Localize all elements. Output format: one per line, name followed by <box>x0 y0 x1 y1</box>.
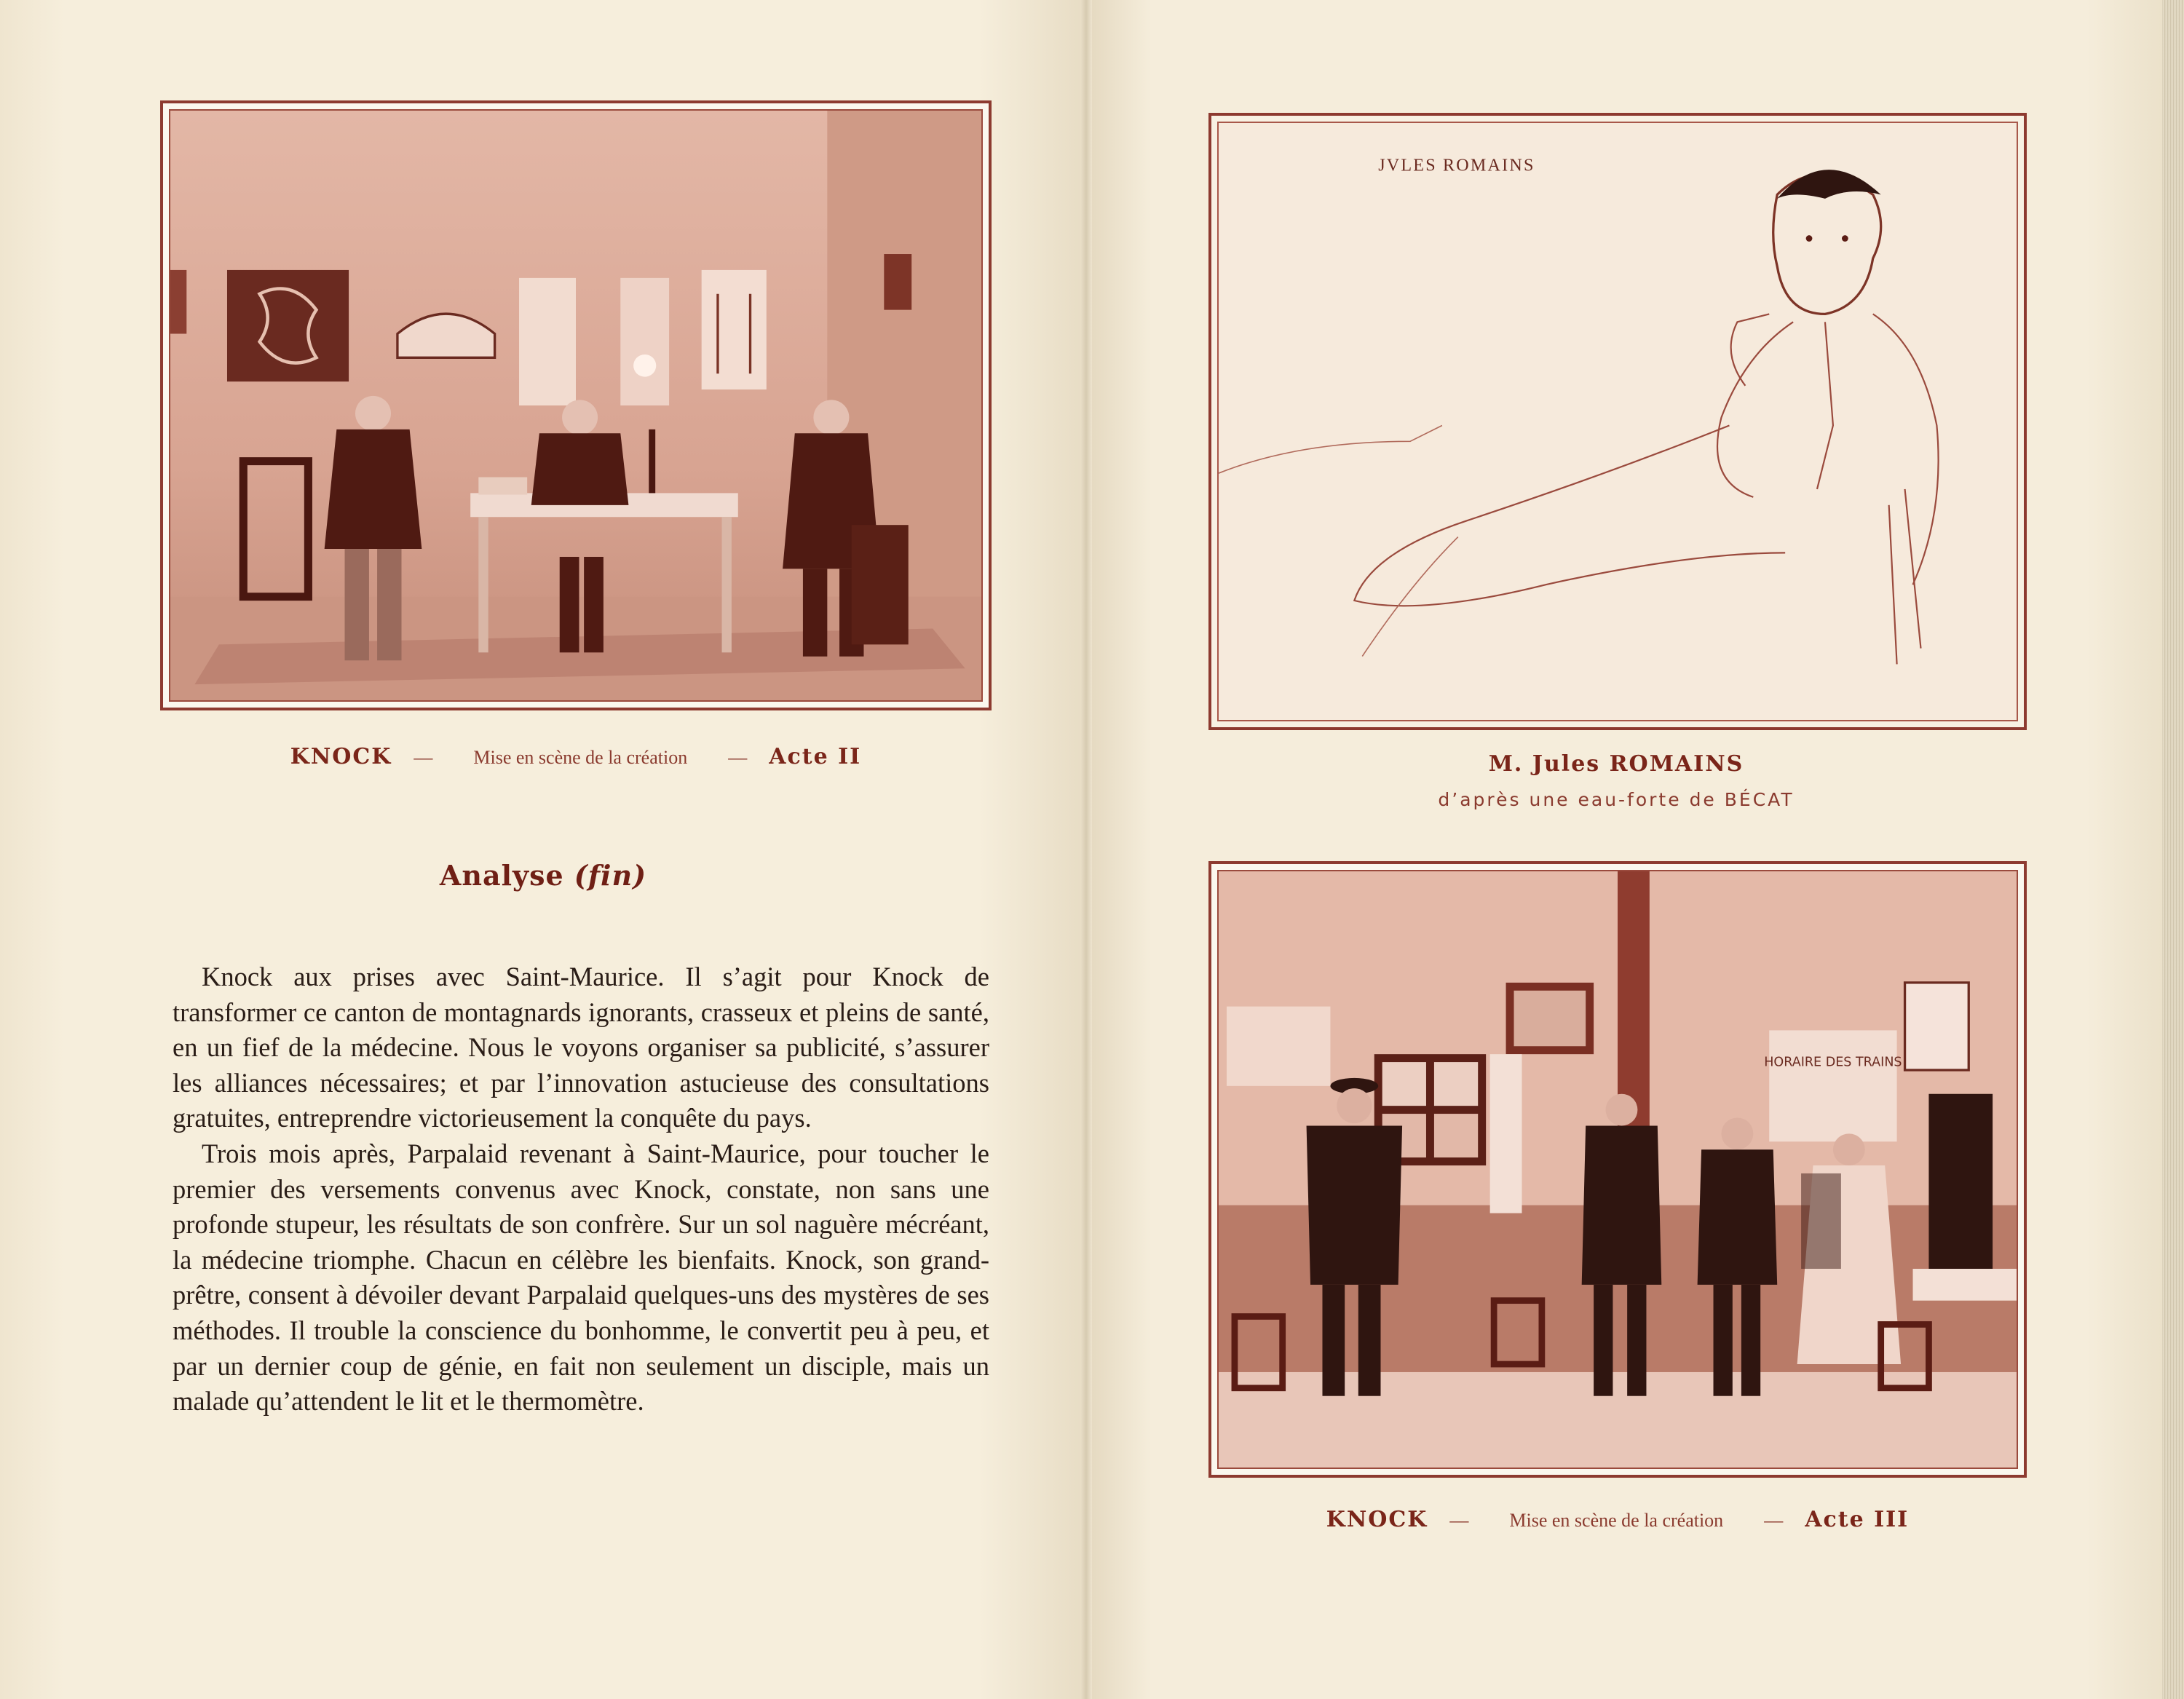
portrait-etching-image <box>1219 123 2017 720</box>
caption-acte-2 <box>160 744 992 769</box>
portrait-name: M. Jules ROMAINS <box>1488 751 1744 777</box>
etching-portrait <box>1217 122 2018 721</box>
caption-acte-3 <box>1208 1507 2027 1532</box>
portrait-plate <box>1208 113 2027 730</box>
caption-dash: — <box>414 747 433 768</box>
paragraph: Trois mois après, Parpalaid revenant à Saint-Maurice, pour toucher le premier des versements convenus avec Knock, constate, non sans une profonde stupeur, les résultats de son confrère. Sur un sol naguère mécréant, la médecine triomphe. Chacun en célèbre les bienfaits. Knock, son grand-prêtre, consent à dévoiler devant Parpalaid quelques-uns des mystères de ses méthodes. Il trouble la conscience du bonhomme, le convertit peu à peu, et par un dernier coup de génie, en fait non seulement un disciple, mais un malade qu’attendent le lit et le thermomètre. <box>173 1138 989 1417</box>
caption-title: KNOCK <box>290 744 392 769</box>
paragraph: Knock aux prises avec Saint-Maurice. Il s’agit pour Knock de transformer ce canton de montagnards ignorants, crasseux et pleins de santé, en un fief de la médecine. Nous le voyons organiser sa publicité, s’assurer les alliances nécessaires; et par l’innovation astucieuse des consultations gratuites, entreprendre victorieusement la conquête du pays. <box>173 962 989 1133</box>
caption-act: Acte II <box>769 744 862 769</box>
caption-dash: — <box>1764 1510 1784 1531</box>
stage-scene-act-2-image <box>170 111 981 700</box>
section-heading <box>0 859 1086 892</box>
stage-photo-act-3 <box>1217 870 2018 1469</box>
etching-signature: JVLES ROMAINS <box>1378 156 1535 175</box>
caption-act: Acte III <box>1805 1507 1910 1532</box>
caption-text: Mise en scène de la création <box>1509 1510 1724 1531</box>
portrait-credit: d’après une eau-forte de BÉCAT <box>1438 789 1795 810</box>
caption-title: KNOCK <box>1326 1507 1428 1532</box>
heading-suffix: (fin) <box>574 859 647 892</box>
poster-text: HORAIRE DES TRAINS <box>1764 1055 1902 1070</box>
stage-scene-act-3-image <box>1219 871 2017 1468</box>
caption-dash: — <box>728 747 748 768</box>
caption-dash: — <box>1449 1510 1469 1531</box>
analysis-text <box>173 959 989 1419</box>
photo-acte-3 <box>1208 861 2027 1478</box>
photo-acte-2 <box>160 100 992 710</box>
heading-title: Analyse <box>439 859 564 892</box>
gutter <box>1080 0 1092 1699</box>
page-edges <box>2162 0 2184 1699</box>
stage-photo-act-2 <box>169 109 983 702</box>
caption-text: Mise en scène de la création <box>473 747 688 768</box>
